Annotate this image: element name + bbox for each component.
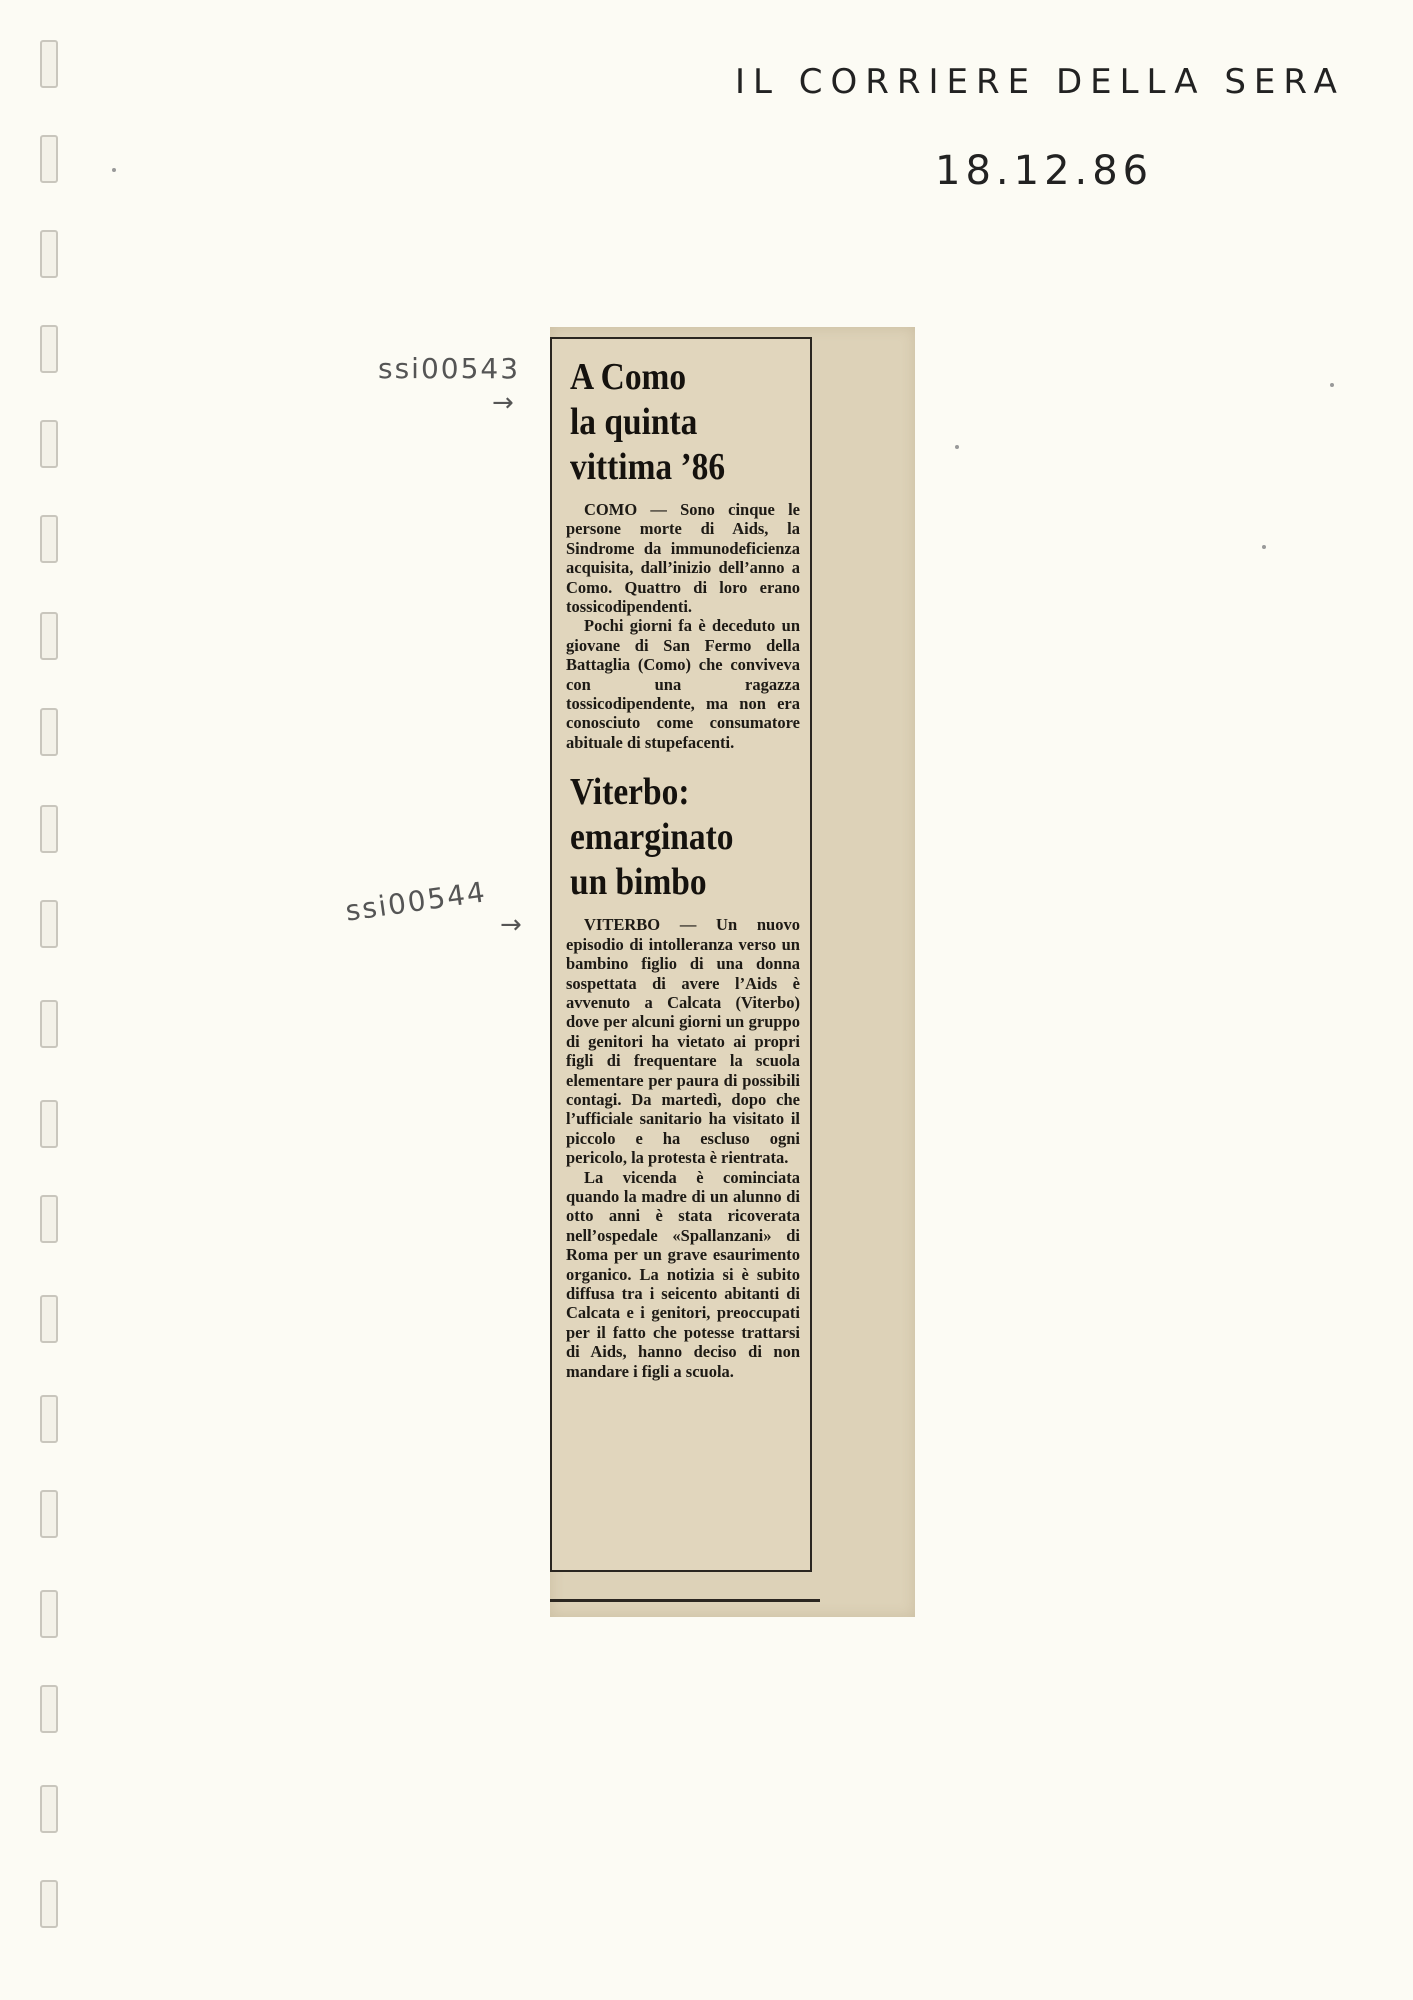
binder-hole (40, 1295, 58, 1343)
binder-hole (40, 1785, 58, 1833)
bottom-rule (550, 1599, 820, 1602)
newspaper-clipping (550, 327, 915, 1617)
binder-hole (40, 135, 58, 183)
headline-como (570, 355, 772, 490)
article-body (566, 500, 800, 752)
article-column (550, 337, 812, 1572)
article-body (566, 915, 800, 1381)
paragraph: Pochi giorni fa è deceduto un giovane di San Fermo della Battaglia (Como) che conviveva con una ragazza tossicodipendente, ma non era conosciuto come consumatore abituale di stupefacenti. (566, 616, 800, 752)
headline-line: emarginato (570, 816, 734, 859)
speck (1330, 383, 1334, 387)
headline-line: A Como (570, 356, 687, 398)
headline-viterbo (570, 770, 772, 905)
speck (1262, 545, 1266, 549)
archive-code-2: ssi00544 (343, 875, 489, 928)
binder-hole (40, 1590, 58, 1638)
article-como (566, 355, 800, 752)
headline-line: la quinta (570, 401, 698, 443)
binder-hole (40, 805, 58, 853)
article-viterbo (566, 770, 800, 1381)
binder-hole (40, 1100, 58, 1148)
binder-hole (40, 1490, 58, 1538)
binder-hole (40, 1880, 58, 1928)
binder-hole (40, 325, 58, 373)
paragraph: La vicenda è cominciata quando la madre di un alunno di otto anni è stata ricoverata nell’ospedale «Spallanzani» di Roma per un grave esaurimento organico. La notizia si è subito diffusa tra i seicento abitanti di Calcata e i genitori, preoccupati per il fatto che potesse trattarsi di Aids, hanno deciso di non mandare i figli a scuola. (566, 1167, 800, 1381)
binder-hole (40, 612, 58, 660)
binder-hole (40, 708, 58, 756)
headline-line: vittima ’86 (570, 446, 726, 488)
headline-line: un bimbo (570, 861, 707, 904)
handwritten-publication: IL CORRIERE DELLA SERA (735, 62, 1345, 102)
arrow-1: → (492, 388, 514, 418)
speck (112, 168, 116, 172)
binder-hole (40, 1395, 58, 1443)
paragraph: COMO — Sono cinque le persone morte di Aids, la Sindrome da immunodeficienza acquisita, dall’inizio dell’anno a Como. Quattro di loro erano tossicodipendenti. (566, 500, 800, 617)
binder-hole (40, 1195, 58, 1243)
handwritten-date: 18.12.86 (935, 148, 1154, 194)
binder-hole (40, 515, 58, 563)
binder-hole (40, 420, 58, 468)
headline-line: Viterbo: (570, 771, 690, 814)
paragraph: VITERBO — Un nuovo episodio di intolleranza verso un bambino figlio di una donna sospettata di avere l’Aids è avvenuto a Calcata (Viterbo) dove per alcuni giorni un gruppo di genitori ha vietato ai propri figli di frequentare la scuola elementare per paura di possibili contagi. Da martedì, dopo che l’ufficiale sanitario ha visitato il piccolo e ha escluso ogni pericolo, la protesta è rientrata. (566, 915, 800, 1168)
arrow-2: → (500, 910, 522, 940)
speck (955, 445, 959, 449)
binder-hole (40, 900, 58, 948)
binder-hole (40, 1000, 58, 1048)
binder-hole (40, 230, 58, 278)
binder-hole (40, 1685, 58, 1733)
binder-holes (22, 0, 52, 2000)
archive-code-1: ssi00543 (378, 352, 521, 385)
binder-hole (40, 40, 58, 88)
